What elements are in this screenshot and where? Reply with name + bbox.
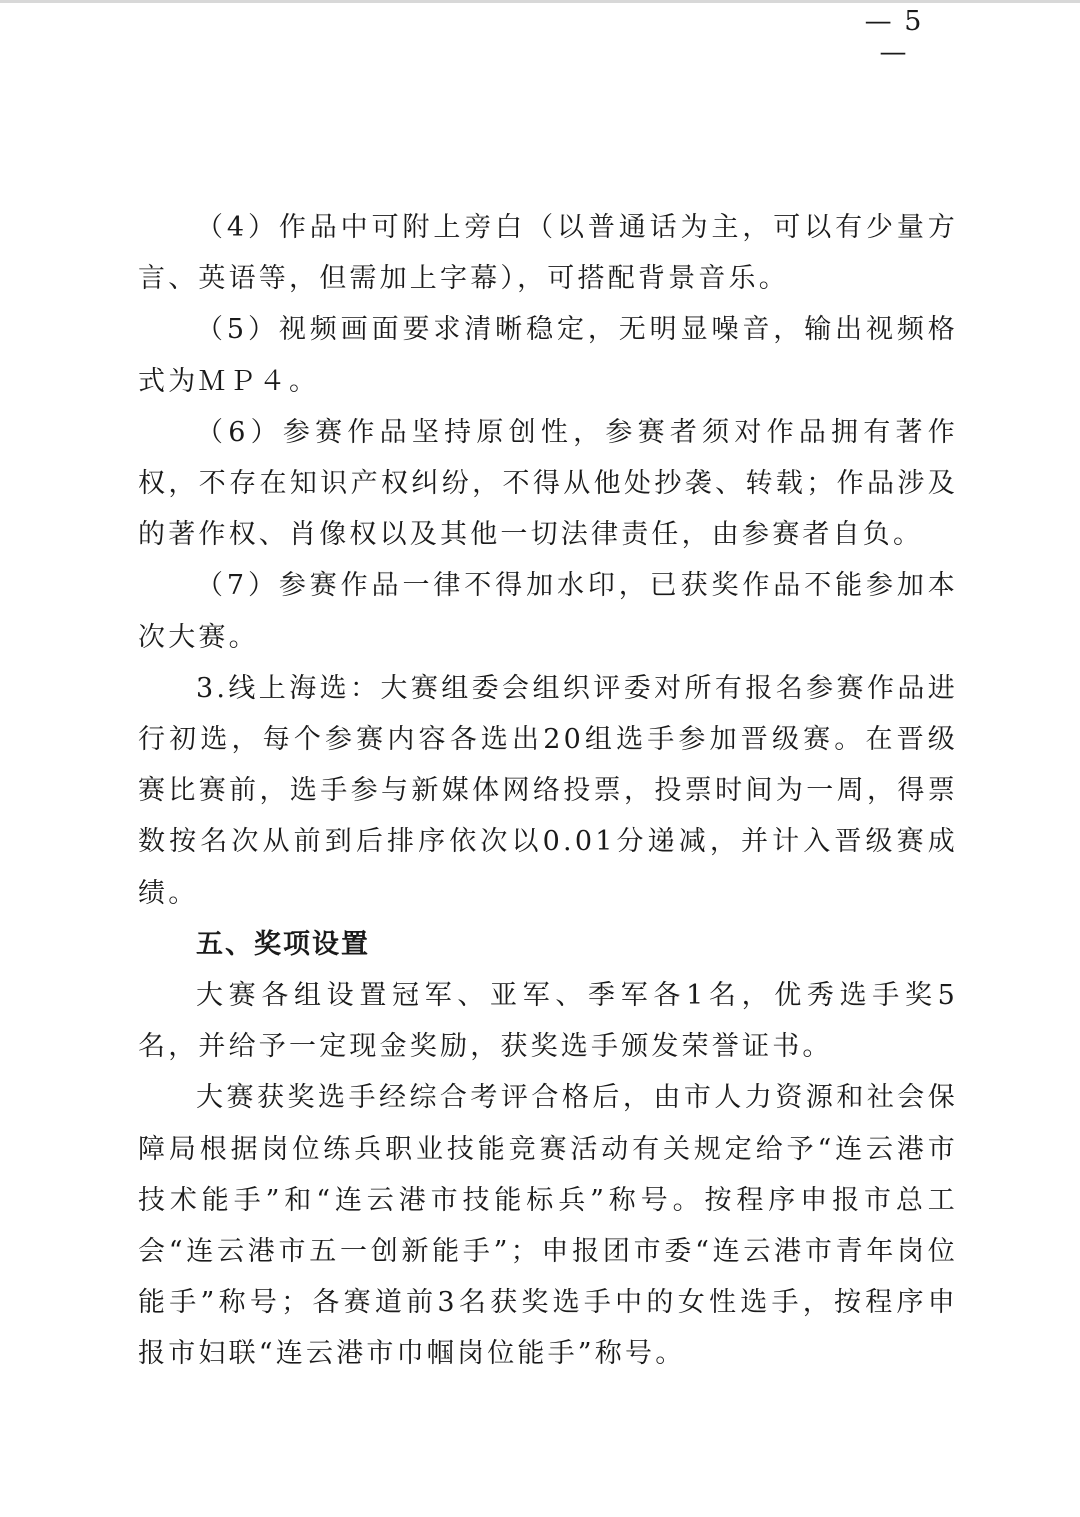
section-heading-awards: 五、奖项设置 <box>196 928 370 960</box>
document-body <box>138 202 958 1380</box>
item-7-paragraph: （7）参赛作品一律不得加水印，已获奖作品不能参加本次大赛。 <box>138 570 958 653</box>
honors-paragraph: 大赛获奖选手经综合考评合格后，由市人力资源和社会保障局根据岗位练兵职业技能竞赛活动有关规定给予“连云港市技术能手”和“连云港市技能标兵”称号。按程序申报市总工会“连云港市五一创新能手”；申报团市委“连云港市青年岗位能手”称号；各赛道前3名获奖选手中的女性选手，按程序申报市妇联“连云港市巾帼岗位能手”称号。 <box>138 1082 958 1370</box>
item-4-paragraph: （4）作品中可附上旁白（以普通话为主，可以有少量方言、英语等，但需加上字幕），可搭配背景音乐。 <box>138 212 958 295</box>
online-selection-paragraph: 3.线上海选：大赛组委会组织评委对所有报名参赛作品进行初选，每个参赛内容各选出20组选手参加晋级赛。在晋级赛比赛前，选手参与新媒体网络投票，投票时间为一周，得票数按名次从前到后排序依次以0.01分递减，并计入晋级赛成绩。 <box>138 672 958 909</box>
awards-paragraph: 大赛各组设置冠军、亚军、季军各1名，优秀选手奖5名，并给予一定现金奖励，获奖选手颁发荣誉证书。 <box>138 980 958 1063</box>
page-number: — 5 — <box>864 6 924 68</box>
item-6-paragraph: （6）参赛作品坚持原创性，参赛者须对作品拥有著作权，不存在知识产权纠纷，不得从他处抄袭、转载；作品涉及的著作权、肖像权以及其他一切法律责任，由参赛者自负。 <box>138 416 958 551</box>
item-5-paragraph: （5）视频画面要求清晰稳定，无明显噪音，输出视频格式为ＭＰ４。 <box>138 314 958 397</box>
page-top-edge <box>0 0 1080 3</box>
